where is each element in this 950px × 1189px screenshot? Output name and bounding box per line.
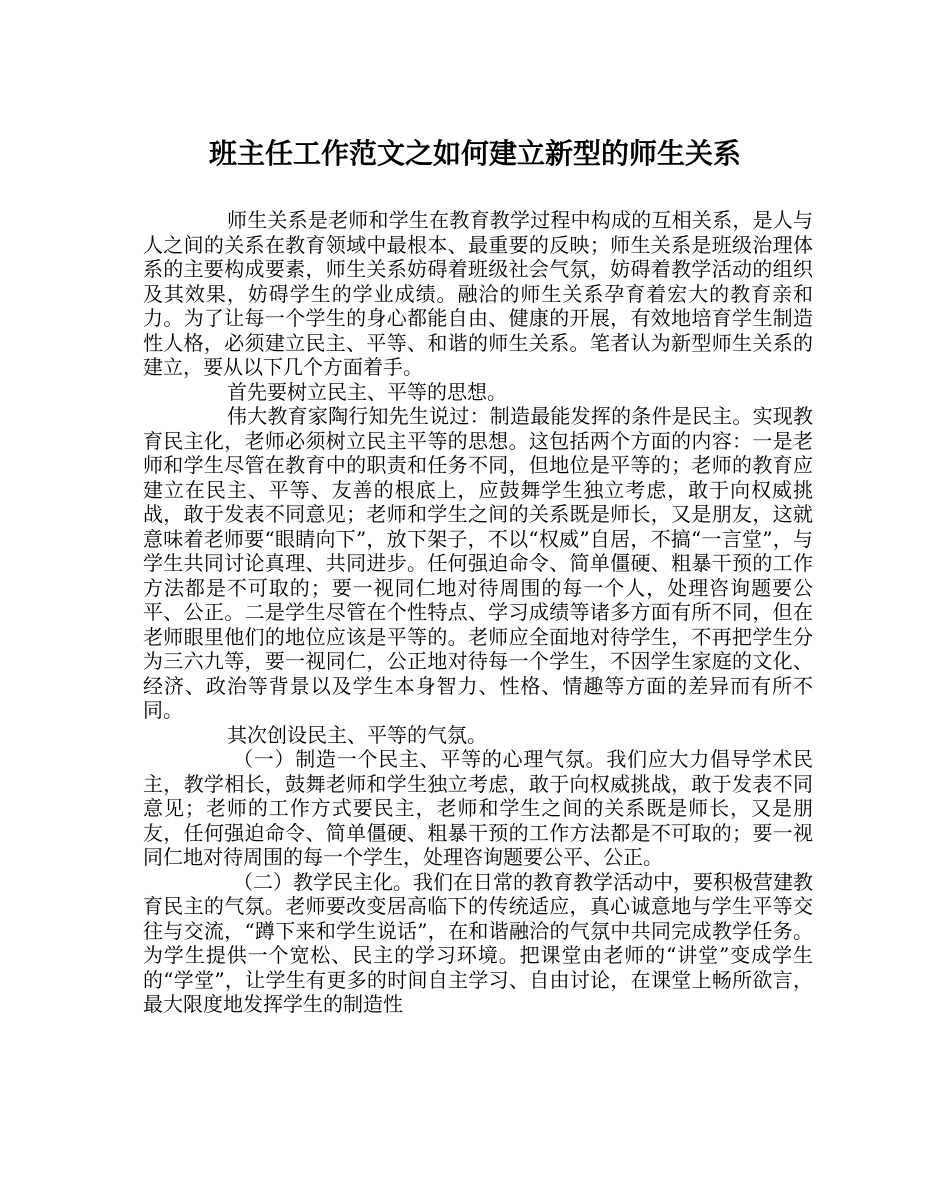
document-body bbox=[143, 208, 813, 1017]
document-title: 班主任工作范文之如何建立新型的师生关系 bbox=[208, 137, 741, 170]
paragraph-point-two: （二）教学民主化。我们在日常的教育教学活动中，要积极营建教育民主的气氛。老师要改变居高临下的传统适应，真心诚意地与学生平等交往与交流，“蹲下来和学生说话”，在和谐融洽的气氛中共同完成教学任务。为学生提供一个宽松、民主的学习环境。把课堂由老师的“讲堂”变成学生的“学堂”，让学生有更多的时间自主学习、自由讨论，在课堂上畅所欲言，最大限度地发挥学生的制造性 bbox=[143, 869, 813, 1016]
paragraph-point-one: （一）制造一个民主、平等的心理气氛。我们应大力倡导学术民主，教学相长，鼓舞老师和学生独立考虑，敢于向权威挑战，敢于发表不同意见；老师的工作方式要民主，老师和学生之间的关系既是师长，又是朋友，任何强迫命令、简单僵硬、粗暴干预的工作方法都是不可取的；要一视同仁地对待周围的每一个学生，处理咨询题要公平、公正。 bbox=[143, 747, 813, 869]
paragraph-heading-democratic-thought: 首先要树立民主、平等的思想。 bbox=[227, 379, 507, 404]
paragraph-heading-democratic-atmosphere: 其次创设民主、平等的气氛。 bbox=[227, 722, 487, 747]
paragraph-tao-xingzhi: 伟大教育家陶行知先生说过：制造最能发挥的条件是民主。实现教育民主化，老师必须树立民主平等的思想。这包括两个方面的内容：一是老师和学生尽管在教育中的职责和任务不同，但地位是平等的；老师的教育应建立在民主、平等、友善的根底上，应鼓舞学生独立考虑，敢于向权威挑战，敢于发表不同意见；老师和学生之间的关系既是师长，又是朋友，这就意味着老师要“眼睛向下”，放下架子，不以“权威”自居，不搞“一言堂”，与学生共同讨论真理、共同进步。任何强迫命令、简单僵硬、粗暴干预的工作方法都是不可取的；要一视同仁地对待周围的每一个人，处理咨询题要公平、公正。二是学生尽管在个性特点、学习成绩等诸多方面有所不同，但在老师眼里他们的地位应该是平等的。老师应全面地对待学生，不再把学生分为三六九等，要一视同仁，公正地对待每一个学生，不因学生家庭的文化、经济、政治等背景以及学生本身智力、性格、情趣等方面的差异而有所不同。 bbox=[143, 404, 813, 722]
paragraph-intro: 师生关系是老师和学生在教育教学过程中构成的互相关系，是人与人之间的关系在教育领域中最根本、最重要的反映；师生关系是班级治理体系的主要构成要素，师生关系妨碍着班级社会气氛，妨碍着教学活动的组织及其效果，妨碍学生的学业成绩。融洽的师生关系孕育着宏大的教育亲和力。为了让每一个学生的身心都能自由、健康的开展，有效地培育学生制造性人格，必须建立民主、平等、和谐的师生关系。笔者认为新型师生关系的建立，要从以下几个方面着手。 bbox=[143, 208, 813, 379]
